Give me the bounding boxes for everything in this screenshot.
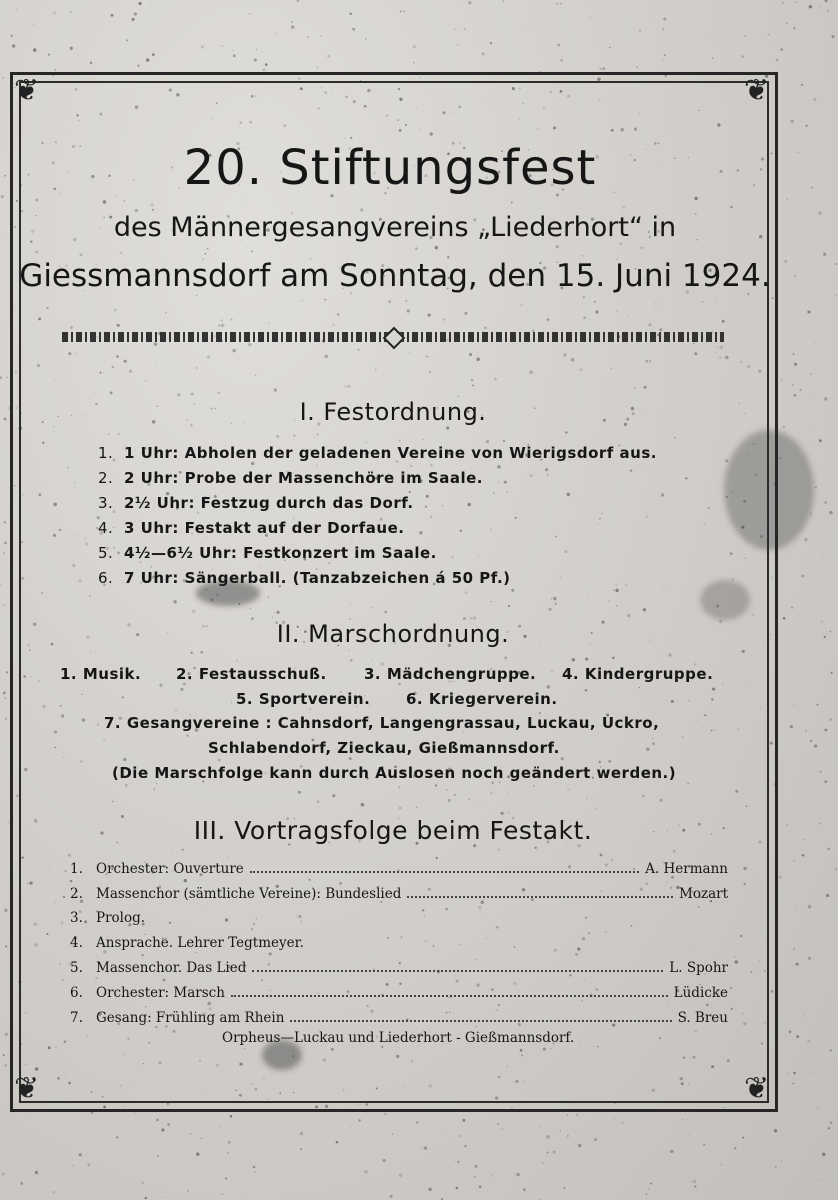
schedule-item: [98, 519, 404, 537]
schedule-item: [98, 444, 657, 462]
item-text: Prolog.: [96, 910, 146, 926]
item-number: 4.: [70, 935, 83, 951]
item-text: 7 Uhr: Sängerball. (Tanzabzeichen á 50 Pf.): [124, 569, 511, 587]
section-heading-marschordnung: II. Marschordnung.: [276, 620, 510, 648]
program-item: [70, 985, 728, 1001]
item-composer: Lüdicke: [673, 985, 728, 1001]
program-item: [70, 910, 728, 926]
item-composer: S. Breu: [677, 1010, 728, 1026]
corner-ornament-icon: ❦: [744, 1071, 770, 1106]
corner-ornament-icon: ❦: [14, 1071, 40, 1106]
item-text: 2½ Uhr: Festzug durch das Dorf.: [124, 494, 414, 512]
item-number: 5.: [98, 544, 114, 562]
item-text: Ansprache. Lehrer Tegtmeyer.: [96, 935, 304, 951]
item-number: 3.: [98, 494, 114, 512]
march-item: 7. Gesangvereine : Cahnsdorf, Langengrassau, Luckau, Uckro,: [104, 714, 660, 732]
item-composer: L. Spohr: [669, 960, 728, 976]
corner-ornament-icon: ❦: [14, 73, 40, 108]
schedule-item: [98, 469, 483, 487]
march-item: 1. Musik.: [60, 665, 142, 683]
section-heading-vortragsfolge: III. Vortragsfolge beim Festakt.: [193, 816, 593, 845]
item-number: 4.: [98, 519, 114, 537]
item-text: Massenchor. Das Lied: [96, 960, 247, 976]
schedule-item: [98, 544, 437, 562]
item-number: 1.: [98, 444, 114, 462]
item-text: 1 Uhr: Abholen der geladenen Vereine von Wierigsdorf aus.: [124, 444, 657, 462]
march-item: 3. Mädchengruppe.: [364, 665, 537, 683]
item-text: 3 Uhr: Festakt auf der Dorfaue.: [124, 519, 405, 537]
item-text: Orchester: Ouverture: [96, 861, 244, 877]
schedule-item: [98, 494, 414, 512]
program-item: [70, 935, 728, 951]
item-text: 4½—6½ Uhr: Festkonzert im Saale.: [124, 544, 437, 562]
march-item: Schlabendorf, Zieckau, Gießmannsdorf.: [208, 739, 560, 757]
march-item: 6. Kriegerverein.: [406, 690, 558, 708]
item-text: Gesang: Frühling am Rhein: [96, 1010, 285, 1026]
march-note: (Die Marschfolge kann durch Auslosen noch geändert werden.): [112, 764, 677, 782]
item-composer: Mozart: [679, 886, 728, 902]
item-number: 2.: [70, 886, 83, 902]
leader-dots: [250, 871, 639, 873]
program-item: [70, 886, 728, 902]
item-number: 7.: [70, 1010, 83, 1026]
subtitle-line: des Männergesangvereins „Liederhort“ in: [113, 212, 677, 243]
leader-dots: [407, 896, 673, 898]
item-text: 2 Uhr: Probe der Massenchöre im Saale.: [124, 469, 483, 487]
item-composer: A. Hermann: [645, 861, 728, 877]
program-item: [70, 960, 728, 976]
section-heading-festordnung: I. Festordnung.: [299, 398, 487, 426]
item-number: 2.: [98, 469, 114, 487]
march-item: 2. Festausschuß.: [176, 665, 327, 683]
item-text: Orchester: Marsch: [96, 985, 225, 1001]
item-number: 5.: [70, 960, 83, 976]
subtitle-date-line: Giessmannsdorf am Sonntag, den 15. Juni 1924.: [19, 258, 771, 294]
program-item: [70, 861, 728, 877]
march-item: 5. Sportverein.: [236, 690, 371, 708]
leader-dots: [231, 995, 668, 997]
march-item: 4. Kindergruppe.: [562, 665, 714, 683]
item-text: Massenchor (sämtliche Vereine): Bundeslied: [96, 886, 402, 902]
item-number: 3.: [70, 910, 83, 926]
item-number: 1.: [70, 861, 83, 877]
performers-line: Orpheus—Luckau und Liederhort - Gießmannsdorf.: [222, 1030, 575, 1046]
schedule-item: [98, 569, 511, 587]
item-number: 6.: [98, 569, 114, 587]
corner-ornament-icon: ❦: [744, 73, 770, 108]
item-number: 6.: [70, 985, 83, 1001]
document-title: 20. Stiftungsfest: [183, 140, 597, 196]
leader-dots: [290, 1020, 671, 1022]
program-item: [70, 1010, 728, 1026]
leader-dots: [252, 970, 663, 972]
